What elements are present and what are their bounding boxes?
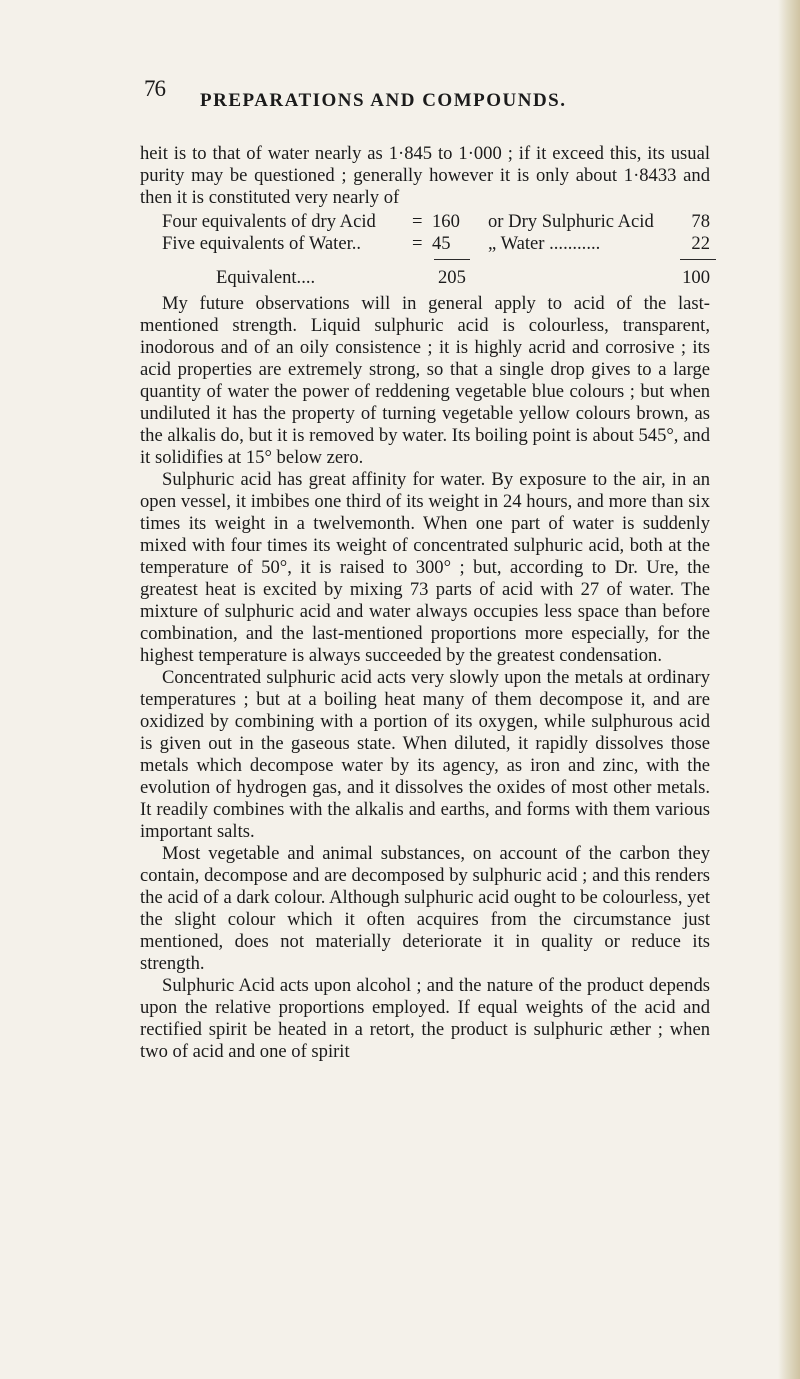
paragraph: Sulphuric Acid acts upon alcohol ; and the nature of the product depends upon the relative proportions employed. If equal weights of the acid and rectified spirit be heated in a retort, the product is sulphuric æther ; when two of acid and one of spirit	[140, 975, 710, 1062]
intro-paragraph: heit is to that of water nearly as 1·845 to 1·000 ; if it exceed this, its usual purity may be questioned ; generally however it is only about 1·8433 and then it is constituted very nearly of	[140, 143, 710, 208]
row-alternative: or Dry Sulphuric Acid	[488, 211, 654, 232]
row-percent: 22	[691, 233, 710, 254]
row-percent: 78	[691, 211, 710, 232]
paragraph: Most vegetable and animal substances, on account of the carbon they contain, decompose and are decomposed by sulphuric acid ; and this renders the acid of a dark colour. Although sulphuric acid ought to be colourless, yet the slight colour which it often acquires from the circumstance just mentioned, does not materially deteriorate it in quality or reduce its strength.	[140, 843, 710, 974]
row-alternative: „ Water ...........	[488, 233, 601, 254]
paragraph: Sulphuric acid has great affinity for water. By exposure to the air, in an open vessel, it imbibes one third of its weight in 24 hours, and more than six times its weight in a twelvemonth. When one part of water is suddenly mixed with four times its weight of concentrated sulphuric acid, both at the temperature of 50°, it is raised to 300° ; but, according to Dr. Ure, the greatest heat is excited by mixing 73 parts of acid with 27 of water. The mixture of sulphuric acid and water always occupies less space than before combination, and the last-mentioned proportions more especially, for the highest temperature is always succeeded by the greatest condensation.	[140, 469, 710, 666]
row-equals: =	[412, 211, 423, 232]
row-equals: =	[412, 233, 423, 254]
table-total-row	[140, 267, 710, 291]
row-value: 160	[432, 211, 460, 232]
total-percent: 100	[682, 267, 710, 288]
page-edge-shading	[778, 0, 800, 1379]
paragraph: My future observations will in general apply to acid of the last-mentioned strength. Liquid sulphuric acid is colourless, transparent, inodorous and of an oily consistence ; it is highly acrid and corrosive ; its acid properties are extremely strong, so that a single drop gives to a large quantity of water the power of reddening vegetable blue colours ; but when undiluted it has the property of turning vegetable yellow colours brown, as the alkalis do, but it is removed by water. Its boiling point is about 545°, and it solidifies at 15° below zero.	[140, 293, 710, 468]
table-row	[140, 233, 710, 255]
row-label: Four equivalents of dry Acid	[162, 211, 376, 232]
running-head: PREPARATIONS AND COMPOUNDS.	[200, 90, 567, 111]
total-value: 205	[438, 267, 466, 288]
page-header	[140, 76, 700, 124]
composition-table	[140, 211, 710, 291]
row-label: Five equivalents of Water..	[162, 233, 362, 254]
total-label: Equivalent....	[216, 267, 316, 288]
paragraph: Concentrated sulphuric acid acts very slowly upon the metals at ordinary temperatures ; but at a boiling heat many of them decompose it, and are oxidized by combining with a portion of its oxygen, while sulphurous acid is given out in the gaseous state. When diluted, it rapidly dissolves those metals which decompose water by its agency, as iron and zinc, with the evolution of hydrogen gas, and it dissolves the oxides of most other metals. It readily combines with the alkalis and earths, and forms with them various important salts.	[140, 667, 710, 842]
row-value: 45	[432, 233, 451, 254]
page-number: 76	[144, 76, 165, 101]
page-text	[140, 143, 710, 1063]
table-row	[140, 211, 710, 233]
sum-rule	[680, 259, 716, 260]
sum-rules	[140, 255, 710, 267]
sum-rule	[434, 259, 470, 260]
